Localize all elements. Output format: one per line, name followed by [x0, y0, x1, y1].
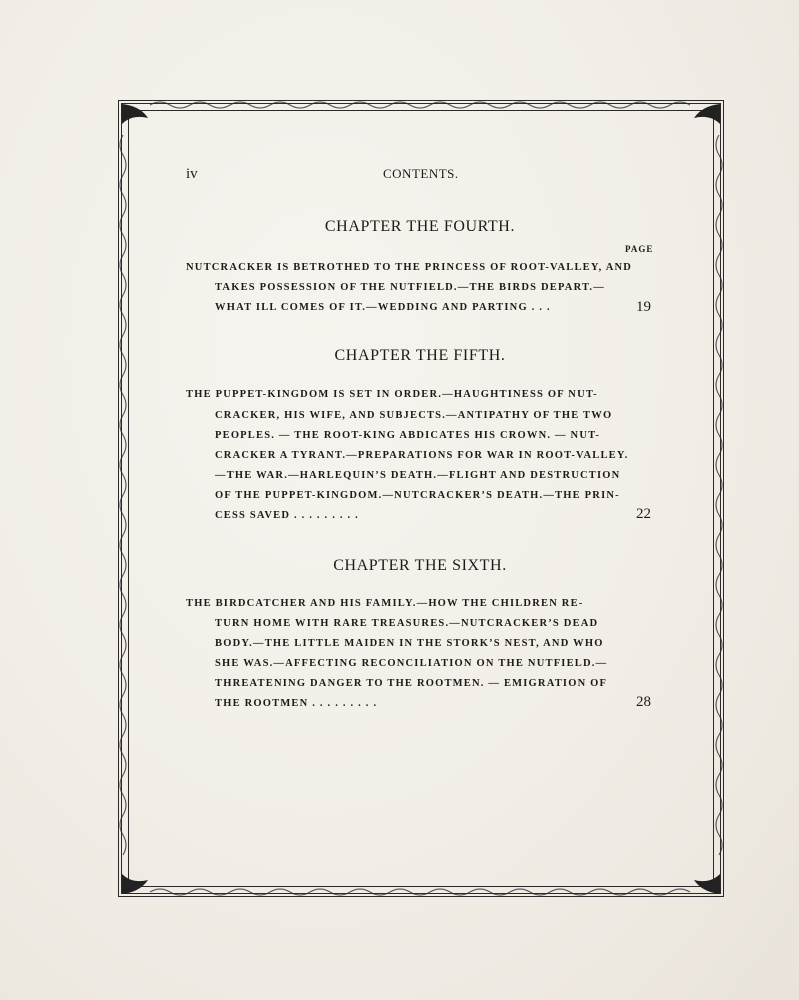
contents-line: THREATENING DANGER TO THE ROOTMEN. — EMIGRATION OF	[215, 678, 608, 689]
contents-line: WHAT ILL COMES OF IT.—WEDDING AND PARTING . . .	[215, 302, 551, 313]
contents-line: NUTCRACKER IS BETROTHED TO THE PRINCESS OF ROOT-VALLEY, AND	[186, 262, 633, 273]
contents-line: CRACKER A TYRANT.—PREPARATIONS FOR WAR IN ROOT-VALLEY.	[215, 450, 629, 461]
chapter-title: CHAPTER THE FOURTH.	[324, 218, 516, 235]
contents-line: THE PUPPET-KINGDOM IS SET IN ORDER.—HAUGHTINESS OF NUT-	[186, 389, 598, 400]
page-column-label: PAGE	[625, 244, 654, 254]
contents-line: THE ROOTMEN . . . . . . . . .	[215, 698, 378, 709]
running-head: CONTENTS.	[383, 166, 459, 181]
page-number: iv	[186, 166, 198, 182]
contents-line: SHE WAS.—AFFECTING RECONCILIATION ON THE NUTFIELD.—	[215, 658, 608, 669]
contents-line: THE BIRDCATCHER AND HIS FAMILY.—HOW THE CHILDREN RE-	[186, 598, 584, 609]
contents-line: —THE WAR.—HARLEQUIN’S DEATH.—FLIGHT AND DESTRUCTION	[215, 470, 621, 481]
contents-line: BODY.—THE LITTLE MAIDEN IN THE STORK’S NEST, AND WHO	[215, 638, 604, 649]
contents-line: CESS SAVED . . . . . . . . .	[215, 510, 359, 521]
contents-line: CRACKER, HIS WIFE, AND SUBJECTS.—ANTIPATHY OF THE TWO	[215, 410, 613, 421]
page-reference: 28	[636, 694, 651, 710]
contents-line: TAKES POSSESSION OF THE NUTFIELD.—THE BIRDS DEPART.—	[215, 282, 605, 293]
chapter-title: CHAPTER THE SIXTH.	[333, 557, 507, 574]
page-reference: 22	[636, 506, 651, 522]
page-reference: 19	[636, 299, 651, 315]
chapter-title: CHAPTER THE FIFTH.	[334, 347, 506, 364]
contents-line: TURN HOME WITH RARE TREASURES.—NUTCRACKER’S DEAD	[215, 618, 599, 629]
contents-line: OF THE PUPPET-KINGDOM.—NUTCRACKER’S DEATH.—THE PRIN-	[215, 490, 620, 501]
contents-line: PEOPLES. — THE ROOT-KING ABDICATES HIS CROWN. — NUT-	[215, 430, 601, 441]
